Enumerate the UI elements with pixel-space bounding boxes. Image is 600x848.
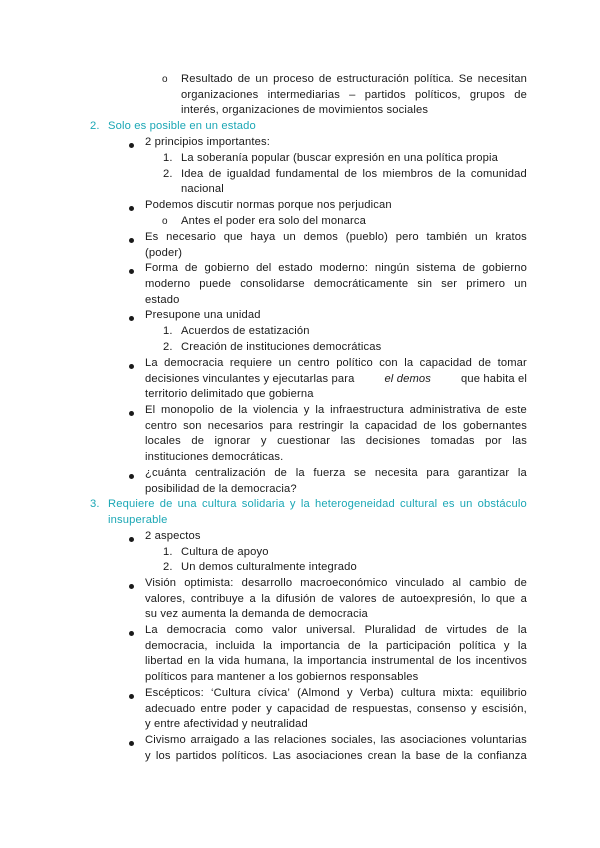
circle-bullet-icon: o bbox=[162, 216, 168, 227]
text-line: su vez aumenta la demanda de democracia bbox=[145, 608, 368, 620]
text-line: 2 aspectos bbox=[145, 530, 201, 542]
text-line: Visión optimista: desarrollo macroeconómico vinculado al cambio de bbox=[145, 577, 527, 589]
section-heading: Solo es posible en un estado bbox=[108, 120, 256, 132]
text-line: Idea de igualdad fundamental de los miembros de la comunidad bbox=[181, 168, 527, 180]
heading-number: 3. bbox=[90, 498, 100, 510]
section-heading: Requiere de una cultura solidaria y la heterogeneidad cultural es un obstáculo bbox=[108, 498, 527, 510]
text-line: políticos para mantener a los gobiernos responsables bbox=[145, 671, 419, 683]
text-line: y los partidos políticos. Las asociaciones crean la base de la confianza bbox=[145, 750, 527, 762]
text-line: estado bbox=[145, 294, 180, 306]
text-line: 2 principios importantes: bbox=[145, 136, 271, 148]
bullet-icon bbox=[129, 316, 134, 321]
text-line: Acuerdos de estatización bbox=[181, 325, 310, 337]
bullet-icon bbox=[129, 364, 134, 369]
bullet-icon bbox=[129, 741, 134, 746]
list-number: 1. bbox=[163, 152, 173, 164]
text-line bbox=[145, 372, 527, 388]
circle-bullet-icon: o bbox=[162, 74, 168, 85]
list-number: 2. bbox=[163, 561, 173, 573]
bullet-icon bbox=[129, 694, 134, 699]
text-line: valores, contribuye a la difusión de valores de autoexpresión, lo que a bbox=[145, 593, 527, 605]
bullet-icon bbox=[129, 411, 134, 416]
text-line: Creación de instituciones democráticas bbox=[181, 341, 382, 353]
bullet-icon bbox=[129, 143, 134, 148]
text-line: locales de ignorar y cuestionar las decisiones tomadas por las bbox=[145, 435, 527, 447]
text-line: La soberanía popular (buscar expresión en una política propia bbox=[181, 152, 499, 164]
text-line: centro son necesarios para restringir la capacidad de los gobernantes bbox=[145, 420, 527, 432]
text-line: Cultura de apoyo bbox=[181, 546, 269, 558]
text-segment: decisiones vinculantes y ejecutarlas para bbox=[145, 373, 355, 385]
text-line: ¿cuánta centralización de la fuerza se necesita para garantizar la bbox=[145, 467, 527, 479]
text-line: Un demos culturalmente integrado bbox=[181, 561, 357, 573]
list-number: 2. bbox=[163, 341, 173, 353]
text-line: Escépticos: ‘Cultura cívica’ (Almond y Verba) cultura mixta: equilibrio bbox=[145, 687, 527, 699]
list-number: 1. bbox=[163, 546, 173, 558]
emphasis-text: el demos bbox=[384, 373, 432, 385]
text-line: interés, organizaciones de movimientos sociales bbox=[181, 104, 429, 116]
text-line: Es necesario que haya un demos (pueblo) pero también un kratos bbox=[145, 231, 527, 243]
bullet-icon bbox=[129, 537, 134, 542]
bullet-icon bbox=[129, 269, 134, 274]
text-line: instituciones democráticas. bbox=[145, 451, 284, 463]
text-line: nacional bbox=[181, 183, 224, 195]
bullet-icon bbox=[129, 584, 134, 589]
bullet-icon bbox=[129, 474, 134, 479]
text-line: El monopolio de la violencia y la infraestructura administrativa de este bbox=[145, 404, 527, 416]
text-line: Presupone una unidad bbox=[145, 309, 261, 321]
text-line: La democracia como valor universal. Pluralidad de virtudes de la bbox=[145, 624, 527, 636]
text-line: (poder) bbox=[145, 247, 183, 259]
heading-number: 2. bbox=[90, 120, 100, 132]
text-line: adecuado entre poder y capacidad de respuestas, consenso y escisión, bbox=[145, 703, 527, 715]
list-number: 2. bbox=[163, 168, 173, 180]
text-line: territorio delimitado que gobierna bbox=[145, 388, 314, 400]
text-line: posibilidad de la democracia? bbox=[145, 483, 297, 495]
section-heading-cont: insuperable bbox=[108, 514, 168, 526]
bullet-icon bbox=[129, 206, 134, 211]
list-number: 1. bbox=[163, 325, 173, 337]
bullet-icon bbox=[129, 631, 134, 636]
text-line: Antes el poder era solo del monarca bbox=[181, 215, 366, 227]
text-segment: que habita el bbox=[460, 373, 527, 385]
text-line: democracia, incluida la importancia de la participación política y la bbox=[145, 640, 527, 652]
text-line: Forma de gobierno del estado moderno: ningún sistema de gobierno bbox=[145, 262, 527, 274]
text-line: organizaciones intermediarias – partidos políticos, grupos de bbox=[181, 89, 527, 101]
text-line: Podemos discutir normas porque nos perjudican bbox=[145, 199, 392, 211]
text-line: La democracia requiere un centro político con la capacidad de tomar bbox=[145, 357, 527, 369]
bullet-icon bbox=[129, 238, 134, 243]
text-line: Resultado de un proceso de estructuración política. Se necesitan bbox=[181, 73, 527, 85]
text-line: Civismo arraigado a las relaciones sociales, las asociaciones voluntarias bbox=[145, 734, 527, 746]
text-line: libertad en la vida humana, la importancia instrumental de los incentivos bbox=[145, 655, 527, 667]
text-line: moderno puede consolidarse democráticamente sin ser primero un bbox=[145, 278, 527, 290]
text-line: y entre afectividad y neutralidad bbox=[145, 718, 308, 730]
